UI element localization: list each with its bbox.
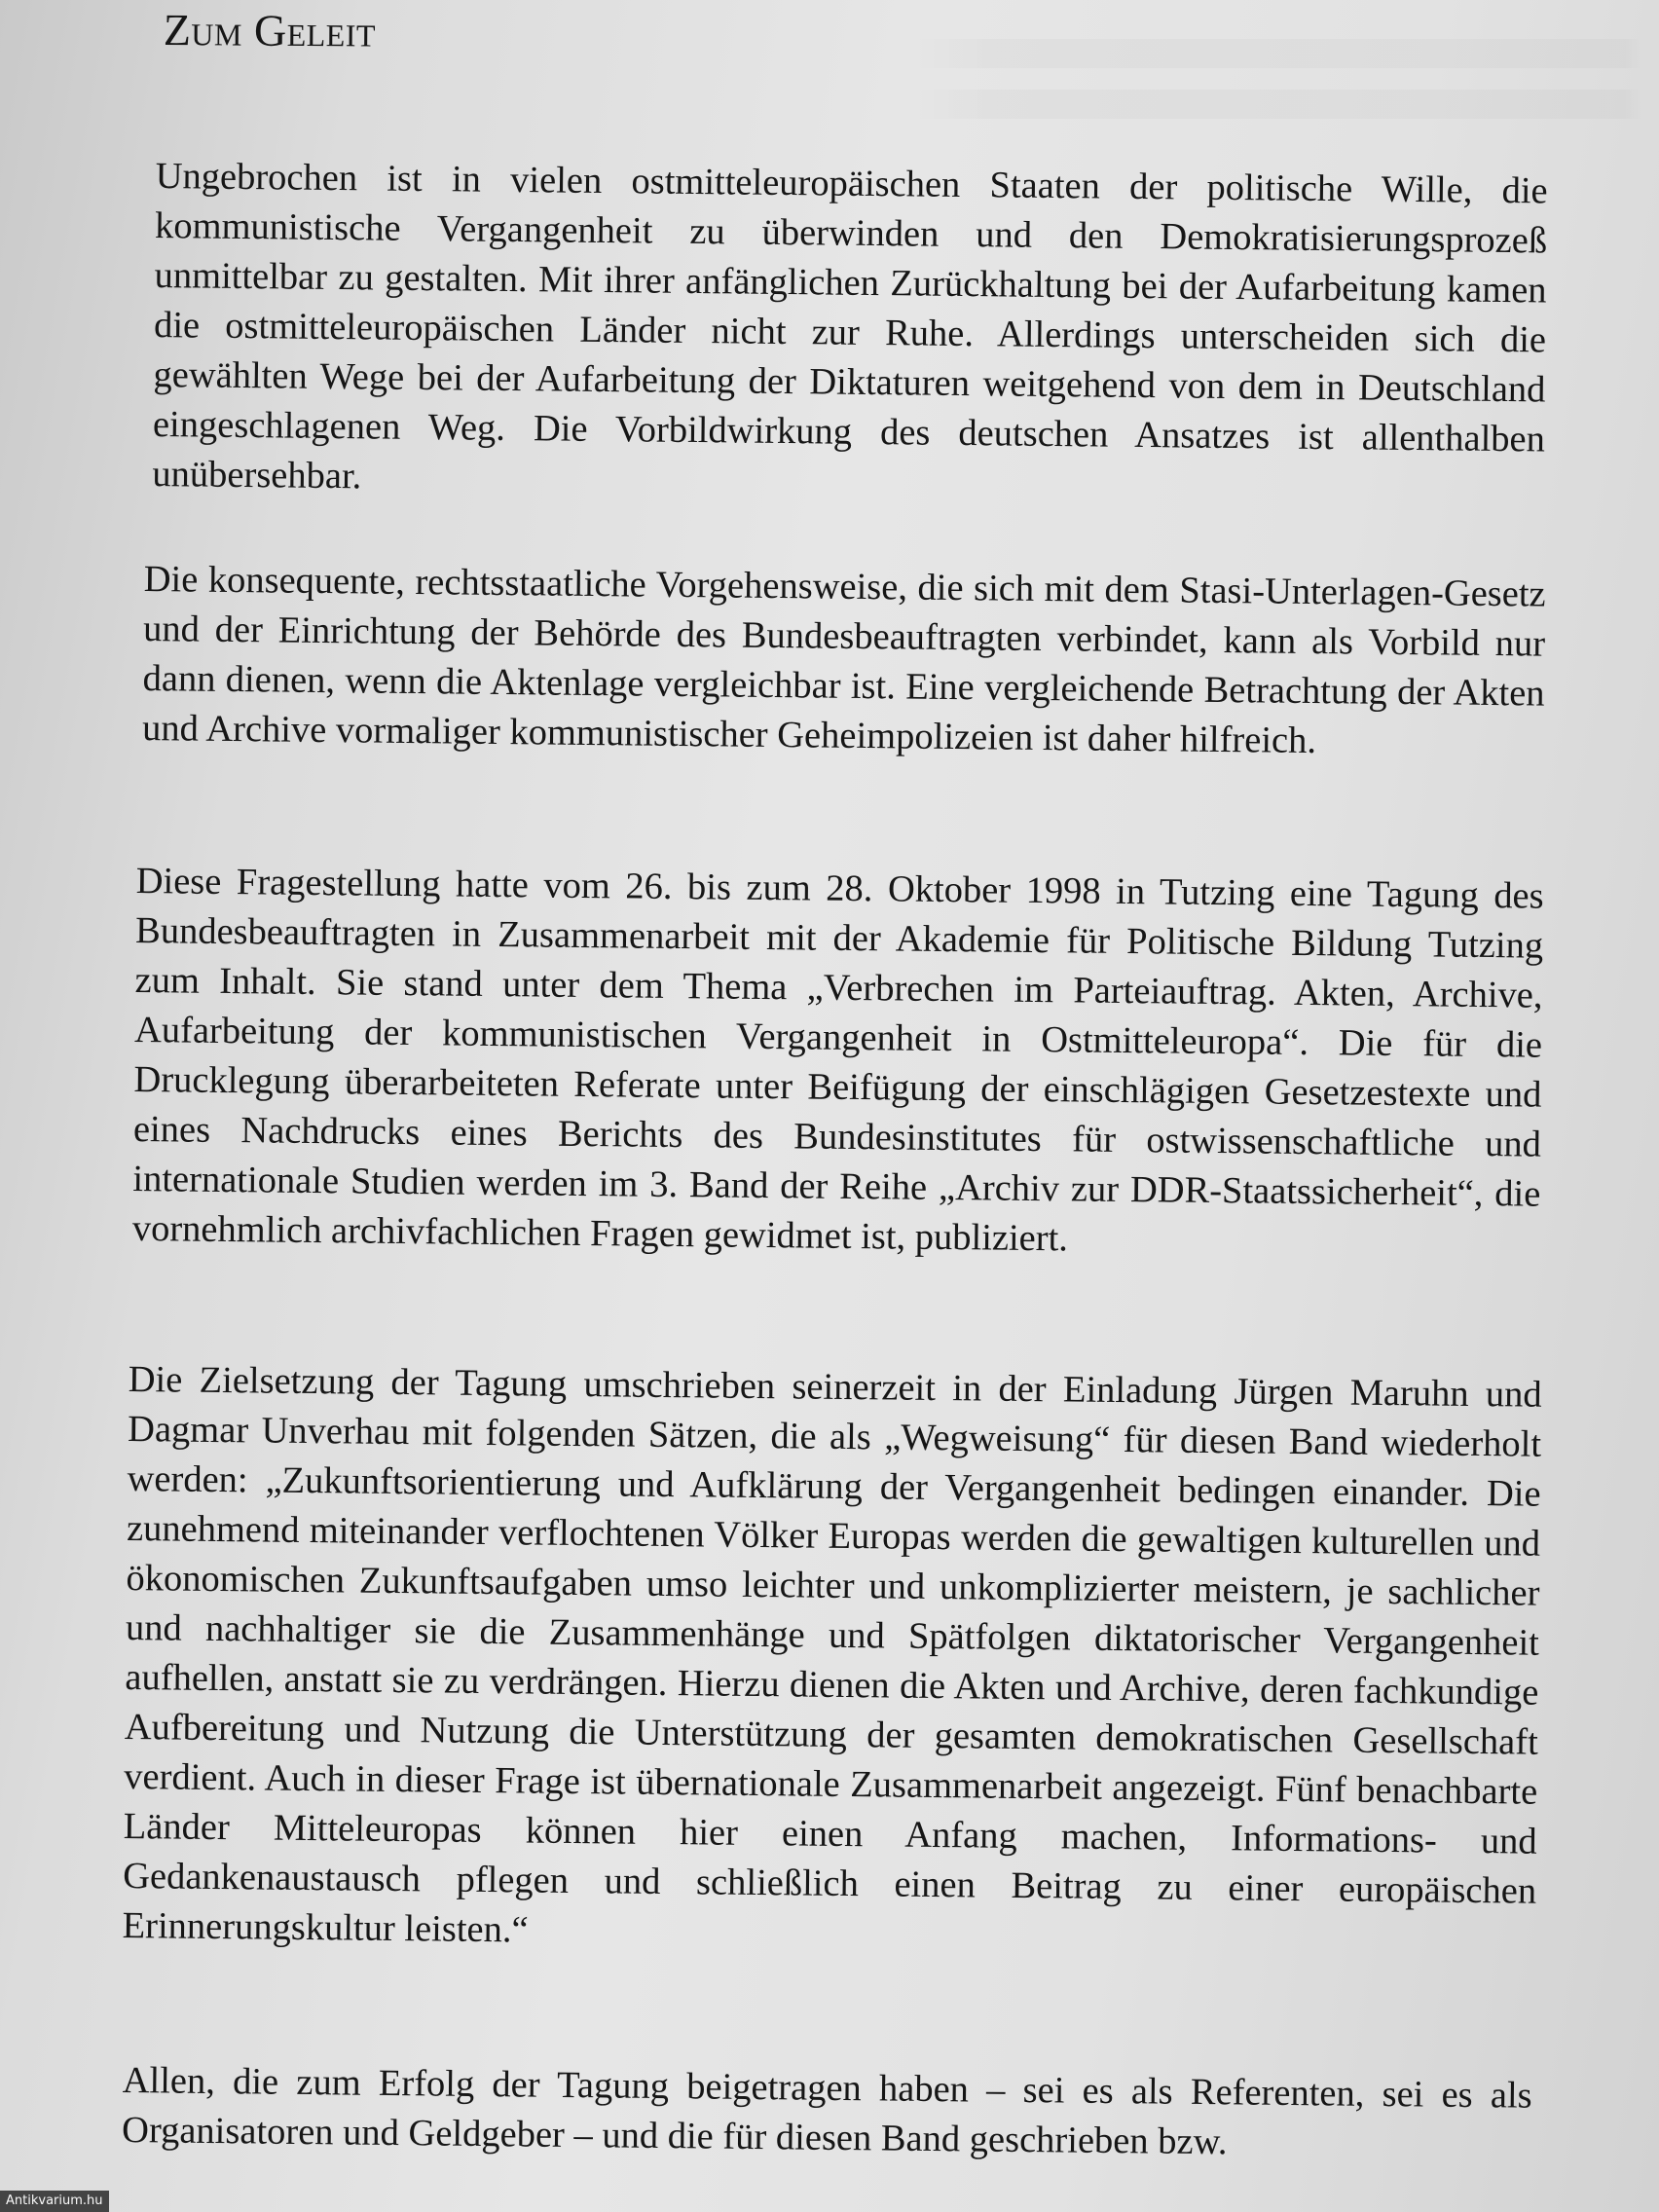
chapter-title: Zum Geleit (163, 4, 377, 56)
paragraph-4: Die Zielsetzung der Tagung umschrieben seinerzeit in der Einladung Jürgen Maruhn und Dagmar Unverhau mit folgenden Sätzen, die als „Wegweisung“ für diesen Band wiederholt werden: „Zukunftsorientierung und Aufklärung der Vergangenheit bedingen einander. Die zunehmend miteinander verflochtenen Völker Europas werden die gewaltigen kulturellen und ökonomischen Zukunftsaufgaben umso leichter und unkomplizierter meistern, je sachlicher und nachhaltiger sie die Zusammenhänge und Spätfolgen diktatorischer Vergangenheit aufhellen, anstatt sie zu verdrängen. Hierzu dienen die Akten und Archive, deren fachkundige Aufbereitung und Nutzung die Unterstützung der gesamten demokratischen Gesellschaft verdient. Auch in dieser Frage ist übernationale Zusammenarbeit angezeigt. Fünf benachbarte Länder Mitteleuropas können hier einen Anfang machen, Informations- und Gedankenaustausch pflegen und schließlich einen Beitrag zu einer europäischen Erinnerungskultur leisten.“ (122, 1358, 1542, 1951)
paragraph-2: Die konsequente, rechtsstaatliche Vorgehensweise, die sich mit dem Stasi-Unterlagen-Gesetz und der Einrichtung der Behörde des Bundesbeauftragten verbindet, kann als Vorbild nur dann dienen, wenn die Aktenlage vergleichbar ist. Eine vergleichende Betrachtung der Akten und Archive vormaliger kommunistischer Geheimpolizeien ist daher hilfreich. (141, 558, 1546, 762)
paragraph-3: Diese Fragestellung hatte vom 26. bis zum 28. Oktober 1998 in Tutzing eine Tagung des Bundesbeauftragten in Zusammenarbeit mit der Akademie für Politische Bildung Tutzing zum Inhalt. Sie stand unter dem Thema „Verbrechen im Parteiauftrag. Akten, Archive, Aufarbeitung der kommunistischen Vergangenheit in Ostmitteleuropa“. Die für die Drucklegung überarbeiteten Referate unter Beifügung der einschlägigen Gesetzestexte und eines Nachdrucks eines Berichts des Bundesinstitutes für ostwissenschaftliche und internationale Studien werden im 3. Band der Reihe „Archiv zur DDR-Staatssicherheit“, die vornehmlich archivfachlichen Fragen gewidmet ist, publiziert. (131, 860, 1544, 1260)
paragraph-5: Allen, die zum Erfolg der Tagung beigetragen haben – sei es als Referenten, sei es als Organisatoren und Geldgeber – und die für diesen Band geschrieben bzw. (121, 2059, 1532, 2163)
paragraph-1: Ungebrochen ist in vielen ostmitteleuropäischen Staaten der politische Wille, die kommunistische Vergangenheit zu überwinden und den Demokratisierungsprozeß unmittelbar zu gestalten. Mit ihrer anfänglichen Zurückhaltung bei der Aufarbeitung kamen die ostmitteleuropäischen Länder nicht zur Ruhe. Allerdings unterscheiden sich die gewählten Wege bei der Aufarbeitung der Diktaturen weitgehend von dem in Deutschland eingeschlagenen Weg. Die Vorbildwirkung des deutschen Ansatzes ist allenthalben unübersehbar. (152, 155, 1548, 498)
watermark-label: Antikvarium.hu (0, 2191, 109, 2212)
